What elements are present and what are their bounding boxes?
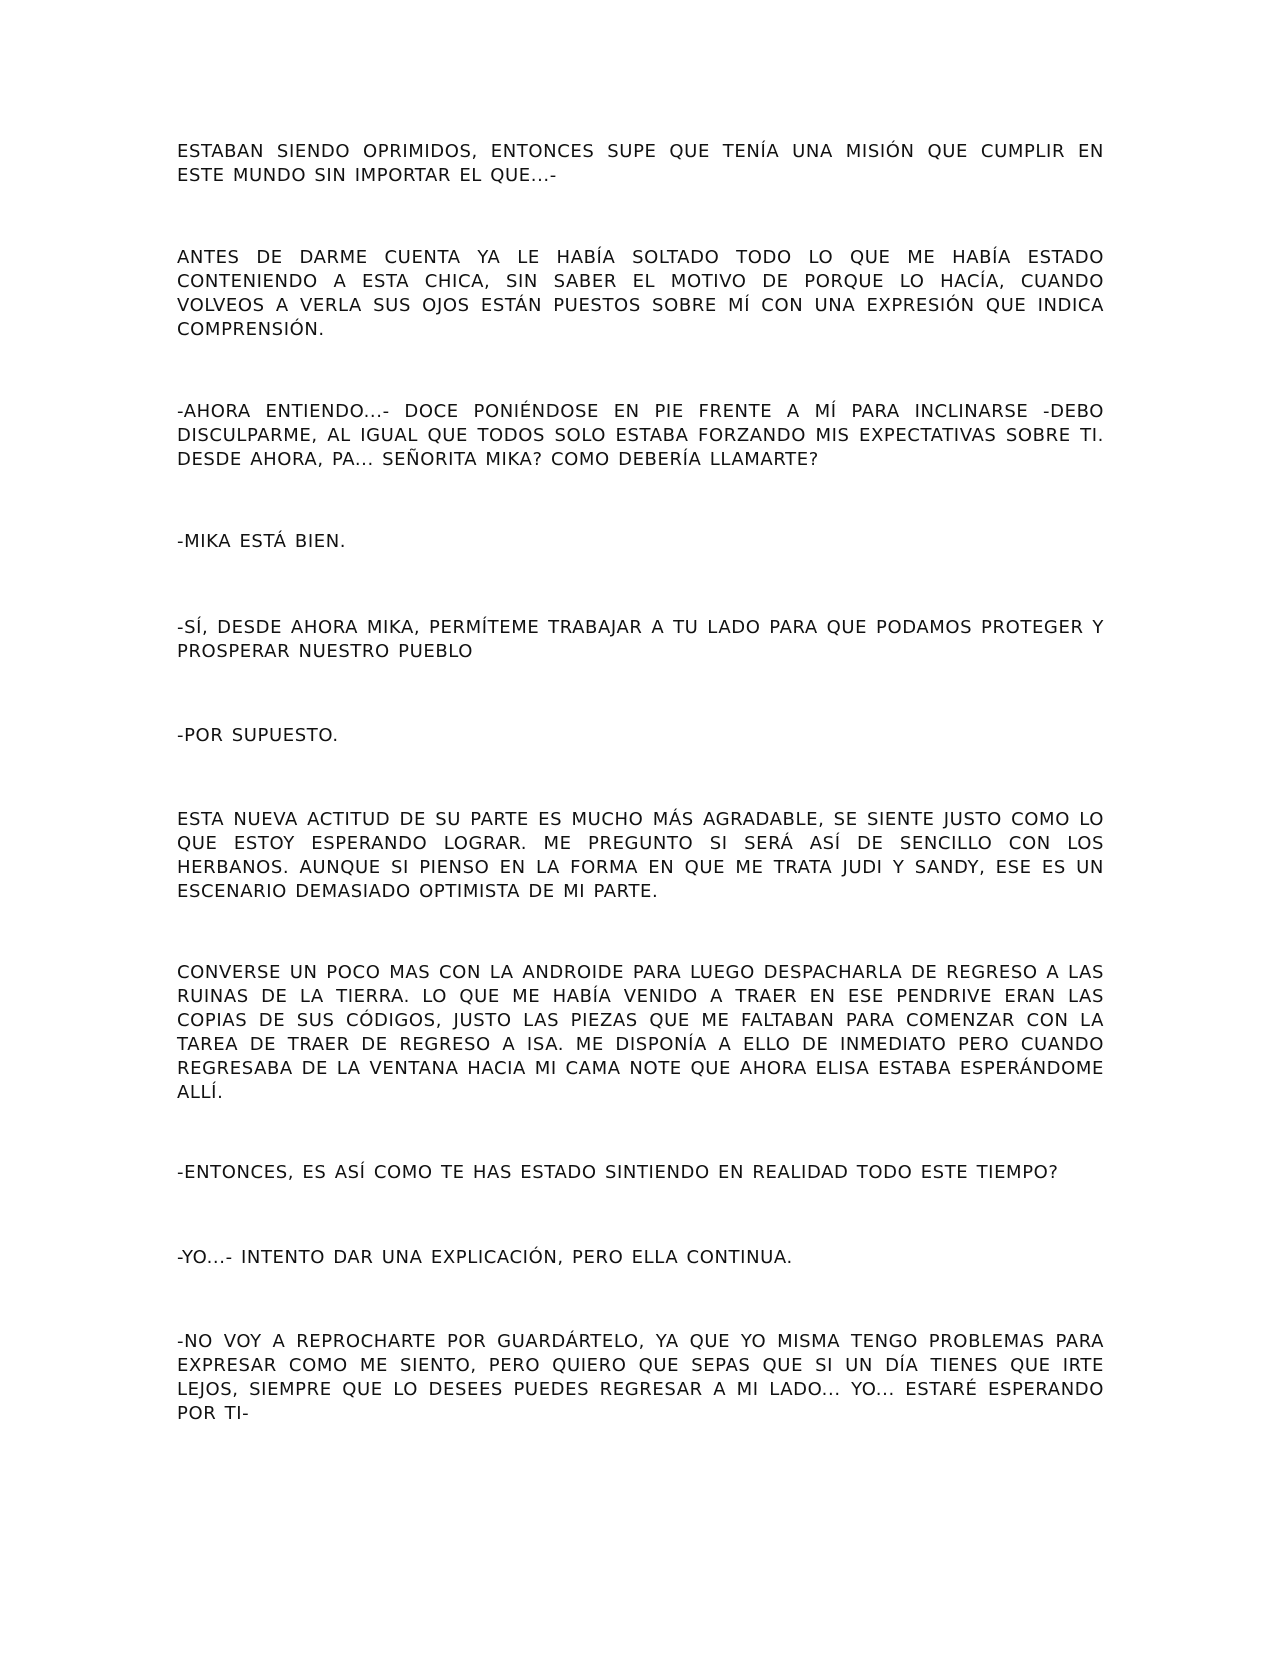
paragraph-8: CONVERSE UN POCO MAS CON LA ANDROIDE PARA LUEGO DESPACHARLA DE REGRESO A LAS RUINAS DE LA TIERRA. LO QUE ME HABÍA VENIDO A TRAER EN ESE PENDRIVE ERAN LAS COPIAS DE SUS CÓDIGOS, JUSTO LAS PIEZAS QUE ME FALTABAN PARA COMENZAR CON LA TAREA DE TRAER DE REGRESO A ISA. ME DISPONÍA A ELLO DE INMEDIATO PERO CUANDO REGRESABA DE LA VENTANA HACIA MI CAMA NOTE QUE AHORA ELISA ESTABA ESPERÁNDOME ALLÍ. [177,962,1104,1103]
paragraph-9: -ENTONCES, ES ASÍ COMO TE HAS ESTADO SINTIENDO EN REALIDAD TODO ESTE TIEMPO? [177,1162,1059,1183]
paragraph-5: -SÍ, DESDE AHORA MIKA, PERMÍTEME TRABAJAR A TU LADO PARA QUE PODAMOS PROTEGER Y PROSPERAR NUESTRO PUEBLO [177,617,1104,662]
paragraph-6: -POR SUPUESTO. [177,725,339,746]
paragraph-4: -MIKA ESTÁ BIEN. [177,531,347,552]
paragraph-3: -AHORA ENTIENDO...- DOCE PONIÉNDOSE EN PIE FRENTE A MÍ PARA INCLINARSE -DEBO DISCULPARME, AL IGUAL QUE TODOS SOLO ESTABA FORZANDO MIS EXPECTATIVAS SOBRE TI. DESDE AHORA, PA... SEÑORITA MIKA? COMO DEBERÍA LLAMARTE? [177,401,1104,470]
paragraph-7: ESTA NUEVA ACTITUD DE SU PARTE ES MUCHO MÁS AGRADABLE, SE SIENTE JUSTO COMO LO QUE ESTOY ESPERANDO LOGRAR. ME PREGUNTO SI SERÁ ASÍ DE SENCILLO CON LOS HERBANOS. AUNQUE SI PIENSO EN LA FORMA EN QUE ME TRATA JUDI Y SANDY, ESE ES UN ESCENARIO DEMASIADO OPTIMISTA DE MI PARTE. [177,809,1104,902]
paragraph-1: ESTABAN SIENDO OPRIMIDOS, ENTONCES SUPE QUE TENÍA UNA MISIÓN QUE CUMPLIR EN ESTE MUNDO SIN IMPORTAR EL QUE...- [177,141,1104,186]
paragraph-11: -NO VOY A REPROCHARTE POR GUARDÁRTELO, YA QUE YO MISMA TENGO PROBLEMAS PARA EXPRESAR COMO ME SIENTO, PERO QUIERO QUE SEPAS QUE SI UN DÍA TIENES QUE IRTE LEJOS, SIEMPRE QUE LO DESEES PUEDES REGRESAR A MI LADO... YO... ESTARÉ ESPERANDO POR TI- [177,1331,1104,1424]
paragraph-10: -YO...- INTENTO DAR UNA EXPLICACIÓN, PERO ELLA CONTINUA. [177,1247,793,1268]
paragraph-2: ANTES DE DARME CUENTA YA LE HABÍA SOLTADO TODO LO QUE ME HABÍA ESTADO CONTENIENDO A ESTA CHICA, SIN SABER EL MOTIVO DE PORQUE LO HACÍA, CUANDO VOLVEOS A VERLA SUS OJOS ESTÁN PUESTOS SOBRE MÍ CON UNA EXPRESIÓN QUE INDICA COMPRENSIÓN. [177,247,1104,340]
